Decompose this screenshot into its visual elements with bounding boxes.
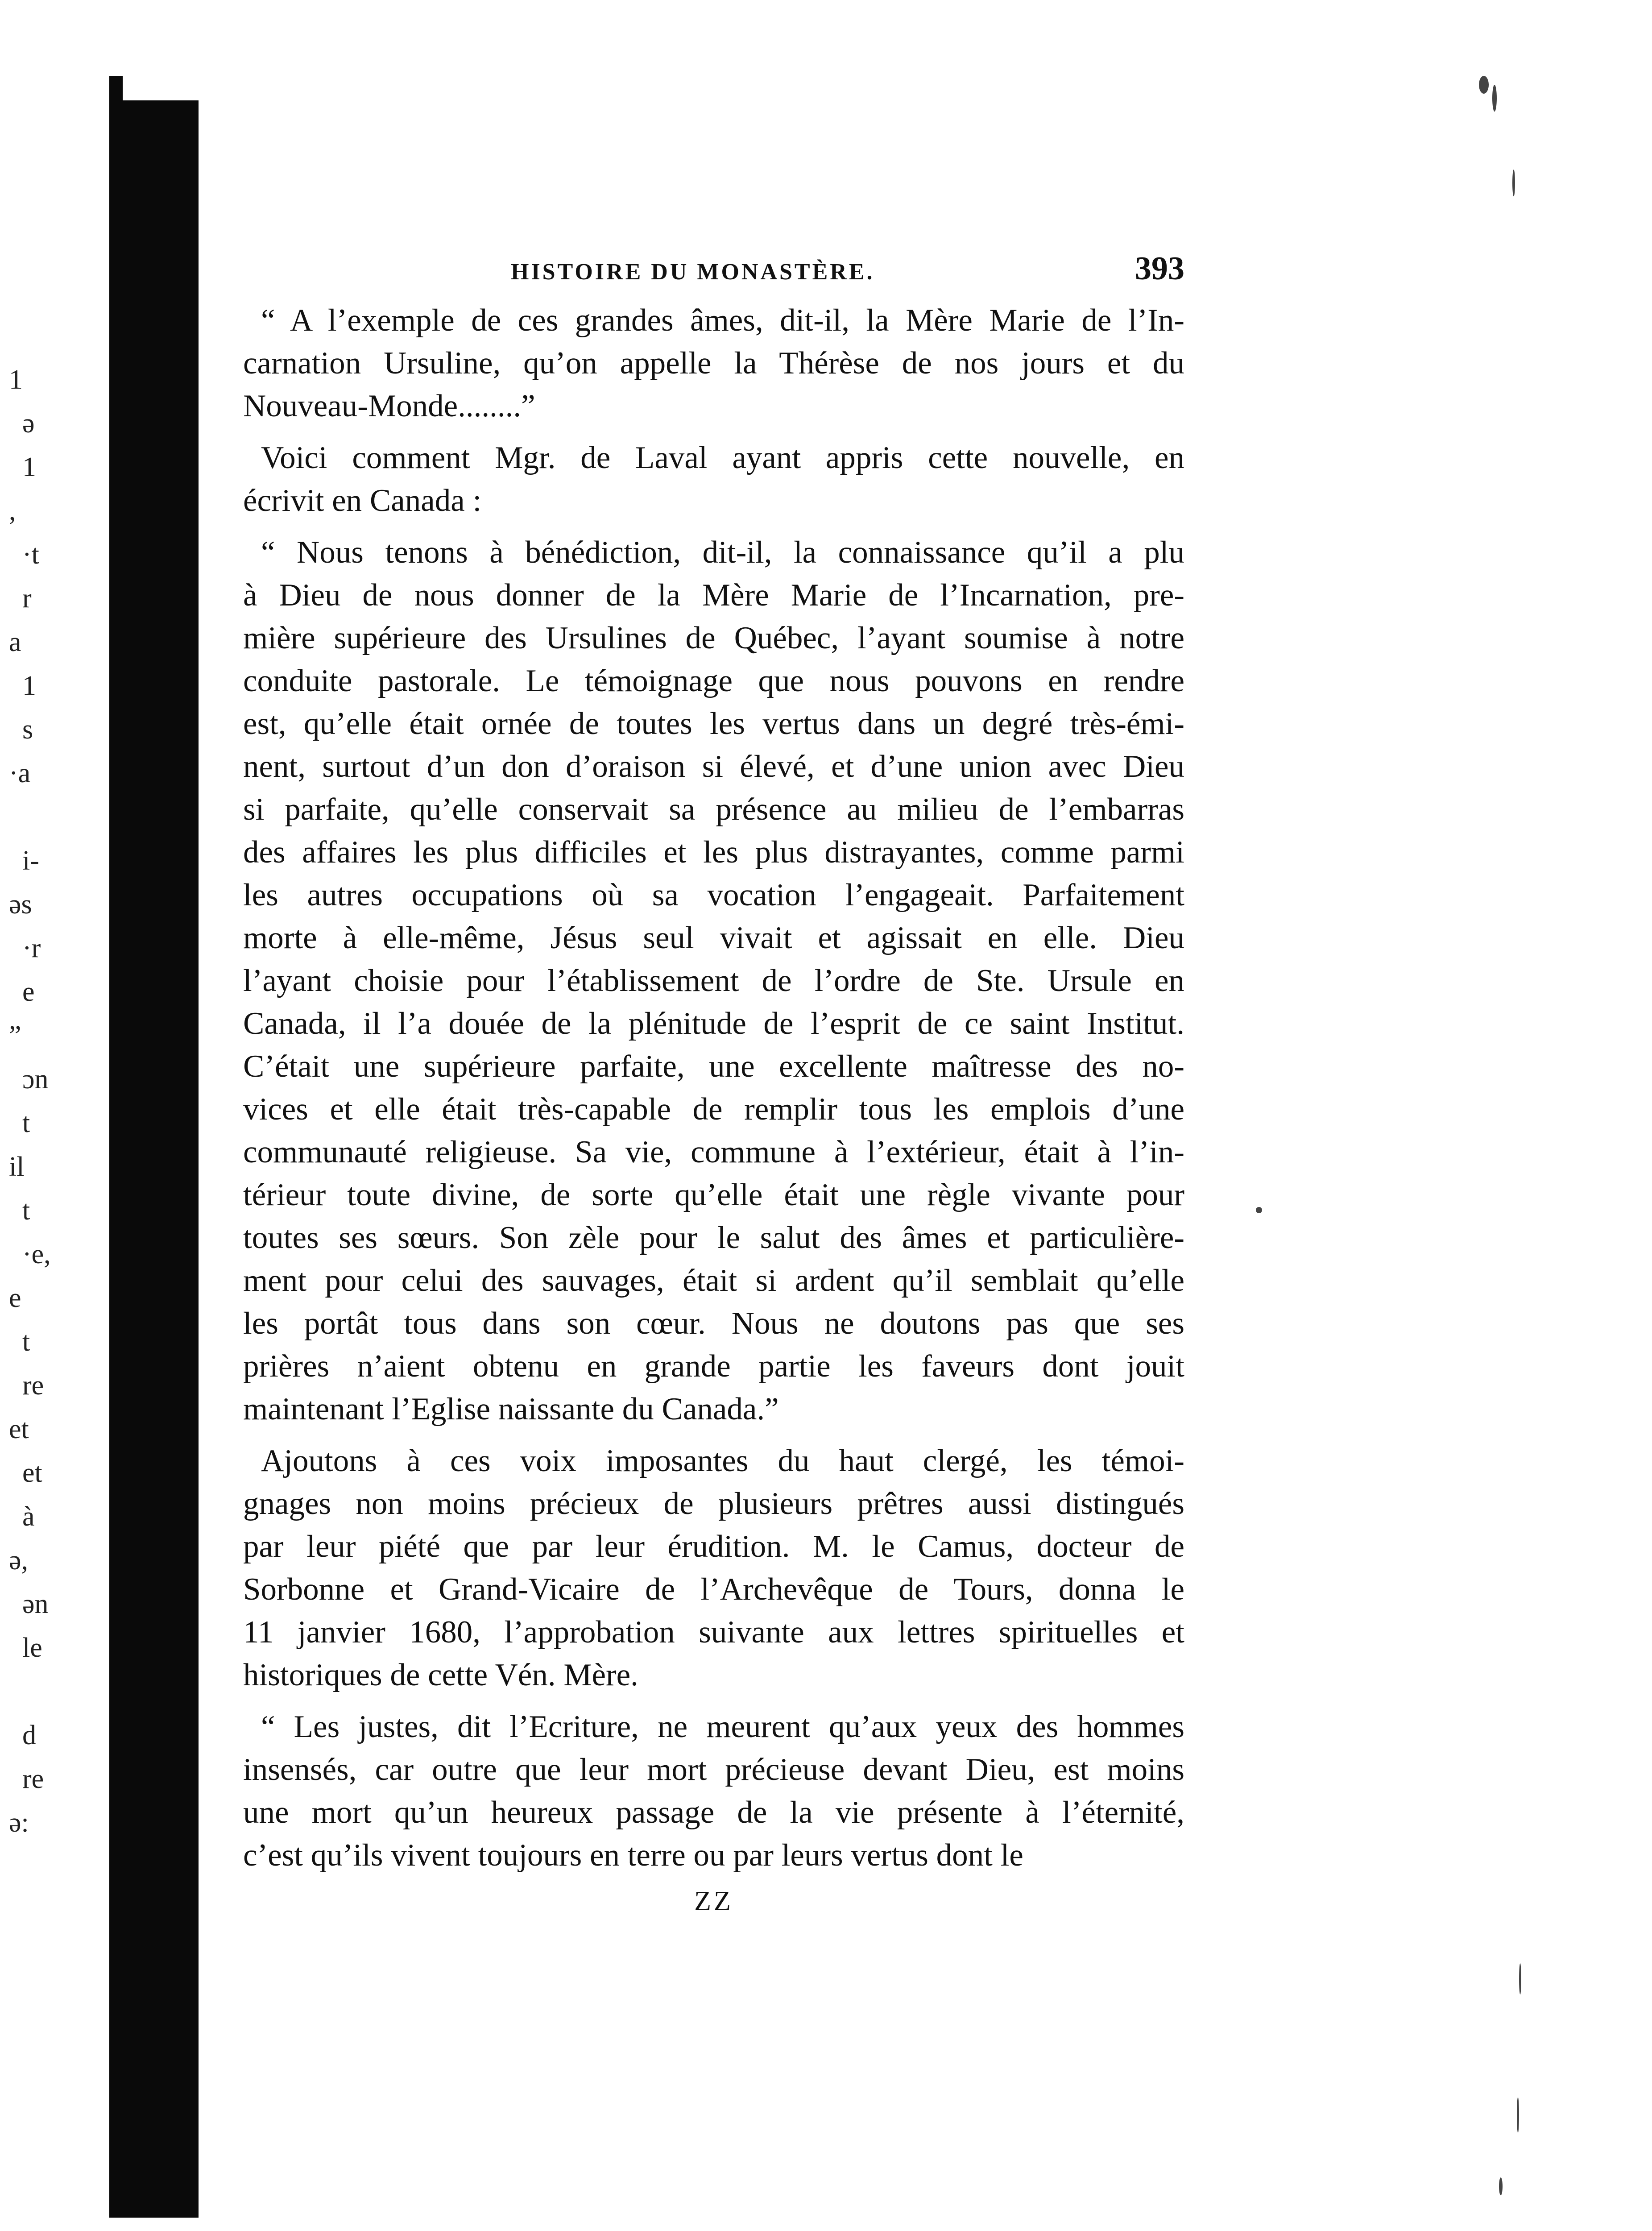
text-line: 11 janvier 1680, l’approbation suivante aux lettres spirituelles et (243, 1615, 1184, 1650)
facing-page-fragment: ən (22, 1589, 49, 1619)
facing-page-fragment: t (22, 1327, 30, 1357)
text-line: c’est qu’ils vivent toujours en terre ou par leurs vertus dont le (243, 1838, 1023, 1873)
facing-page-fragment: 1 (22, 452, 36, 482)
scan-speck (1519, 1963, 1521, 1995)
text-line: mière supérieure des Ursulines de Québec, l’ayant soumise à notre (243, 621, 1184, 655)
text-body (243, 299, 1184, 1877)
text-line: insensés, car outre que leur mort précieuse devant Dieu, est moins (243, 1752, 1184, 1787)
text-line: prières n’aient obtenu en grande partie les faveurs dont jouit (243, 1349, 1184, 1384)
facing-page-fragments (0, 366, 107, 1883)
facing-page-fragment: à (22, 1501, 35, 1532)
facing-page-fragment: ·t (22, 539, 39, 570)
facing-page-fragment: t (22, 1195, 30, 1226)
text-line: Sorbonne et Grand-Vicaire de l’Archevêque de Tours, donna le (243, 1572, 1184, 1607)
scan-speck (1512, 170, 1515, 196)
text-line: “ Nous tenons à bénédiction, dit-il, la connaissance qu’il a plu (261, 535, 1184, 570)
facing-page-fragment: re (22, 1370, 44, 1401)
facing-page-fragment: ·e, (22, 1239, 51, 1269)
text-line: nent, surtout d’un don d’oraison si élevé, et d’une union avec Dieu (243, 749, 1184, 784)
text-line: térieur toute divine, de sorte qu’elle était une règle vivante pour (243, 1178, 1184, 1212)
text-line: écrivit en Canada : (243, 483, 482, 518)
facing-page-fragment: ·a (9, 758, 31, 788)
page-number: 393 (1135, 250, 1184, 287)
text-line: Canada, il l’a douée de la plénitude de l’esprit de ce saint Institut. (243, 1006, 1184, 1041)
text-line: communauté religieuse. Sa vie, commune à l’extérieur, était à l’in- (243, 1135, 1184, 1169)
facing-page-fragment: e (9, 1283, 21, 1313)
book-binding-shadow (109, 100, 199, 2218)
page-body (243, 250, 1184, 2035)
paragraph (243, 1705, 1184, 1877)
facing-page-fragment: ə, (9, 1545, 29, 1576)
facing-page-fragment: ” (9, 1020, 21, 1051)
facing-page-fragment: a (9, 627, 21, 657)
text-line: maintenant l’Eglise naissante du Canada.” (243, 1392, 779, 1427)
text-line: gnages non moins précieux de plusieurs prêtres aussi distingués (243, 1486, 1184, 1521)
text-line: des affaires les plus difficiles et les plus distrayantes, comme parmi (243, 835, 1184, 870)
text-line: par leur piété que par leur érudition. M. le Camus, docteur de (243, 1529, 1184, 1564)
facing-page-fragment: et (22, 1458, 42, 1488)
facing-page-fragment: r (22, 583, 32, 614)
paragraph (243, 299, 1184, 427)
scan-speck (1479, 76, 1489, 94)
text-line: l’ayant choisie pour l’établissement de l’ordre de Ste. Ursule en (243, 963, 1184, 998)
text-line: les autres occupations où sa vocation l’engageait. Parfaitement (243, 878, 1184, 912)
scan-speck (1499, 2177, 1503, 2195)
facing-page-fragment: d (22, 1720, 36, 1750)
text-line: vices et elle était très-capable de remplir tous les emplois d’une (243, 1092, 1184, 1127)
facing-page-fragment: re (22, 1764, 44, 1794)
text-line: conduite pastorale. Le témoignage que nous pouvons en rendre (243, 663, 1184, 698)
text-line: Ajoutons à ces voix imposantes du haut clergé, les témoi- (261, 1443, 1184, 1478)
text-line: les portât tous dans son cœur. Nous ne doutons pas que ses (243, 1306, 1184, 1341)
scan-speck (1256, 1207, 1262, 1213)
facing-page-fragment: 1 (22, 671, 36, 701)
facing-page-fragment: e (22, 977, 35, 1007)
facing-page-fragment: il (9, 1152, 25, 1182)
signature-mark: ZZ (694, 1886, 733, 1916)
text-line: carnation Ursuline, qu’on appelle la Thérèse de nos jours et du (243, 346, 1184, 381)
paragraph (243, 436, 1184, 522)
facing-page-fragment: s (22, 714, 33, 745)
text-line: est, qu’elle était ornée de toutes les vertus dans un degré très-émi- (243, 706, 1184, 741)
facing-page-fragment: t (22, 1108, 30, 1138)
facing-page-fragment: 1 (9, 365, 23, 395)
text-line: toutes ses sœurs. Son zèle pour le salut des âmes et particulière- (243, 1220, 1184, 1255)
text-line: si parfaite, qu’elle conservait sa présence au milieu de l’embarras (243, 792, 1184, 827)
text-line: “ Les justes, dit l’Ecriture, ne meurent qu’aux yeux des hommes (261, 1709, 1184, 1744)
text-line: historiques de cette Vén. Mère. (243, 1658, 638, 1692)
scan-speck (1517, 2097, 1519, 2133)
text-line: une mort qu’un heureux passage de la vie présente à l’éternité, (243, 1795, 1184, 1830)
facing-page-fragment: le (22, 1633, 42, 1663)
text-line: C’était une supérieure parfaite, une excellente maîtresse des no- (243, 1049, 1184, 1084)
facing-page-fragment: ɔn (22, 1064, 49, 1095)
facing-page-fragment: , (9, 496, 16, 526)
text-line: “ A l’exemple de ces grandes âmes, dit-il, la Mère Marie de l’In- (261, 303, 1184, 338)
facing-page-fragment: et (9, 1414, 29, 1444)
text-line: à Dieu de nous donner de la Mère Marie de l’Incarnation, pre- (243, 578, 1184, 613)
text-line: morte à elle-même, Jésus seul vivait et agissait en elle. Dieu (243, 921, 1184, 955)
text-line: ment pour celui des sauvages, était si ardent qu’il semblait qu’elle (243, 1263, 1184, 1298)
facing-page-fragment: ·r (22, 933, 41, 963)
running-head (243, 250, 1184, 299)
running-head-title: HISTOIRE DU MONASTÈRE. (511, 259, 875, 285)
facing-page-fragment: ə (22, 408, 35, 439)
facing-page-fragment: i- (22, 846, 39, 876)
paragraph (243, 1439, 1184, 1696)
text-line: Nouveau-Monde........” (243, 389, 535, 423)
facing-page-fragment: əs (9, 889, 32, 920)
scan-speck (1492, 85, 1497, 112)
facing-page-fragment: ə: (9, 1808, 29, 1838)
paragraph (243, 531, 1184, 1431)
text-line: Voici comment Mgr. de Laval ayant appris cette nouvelle, en (261, 440, 1184, 475)
